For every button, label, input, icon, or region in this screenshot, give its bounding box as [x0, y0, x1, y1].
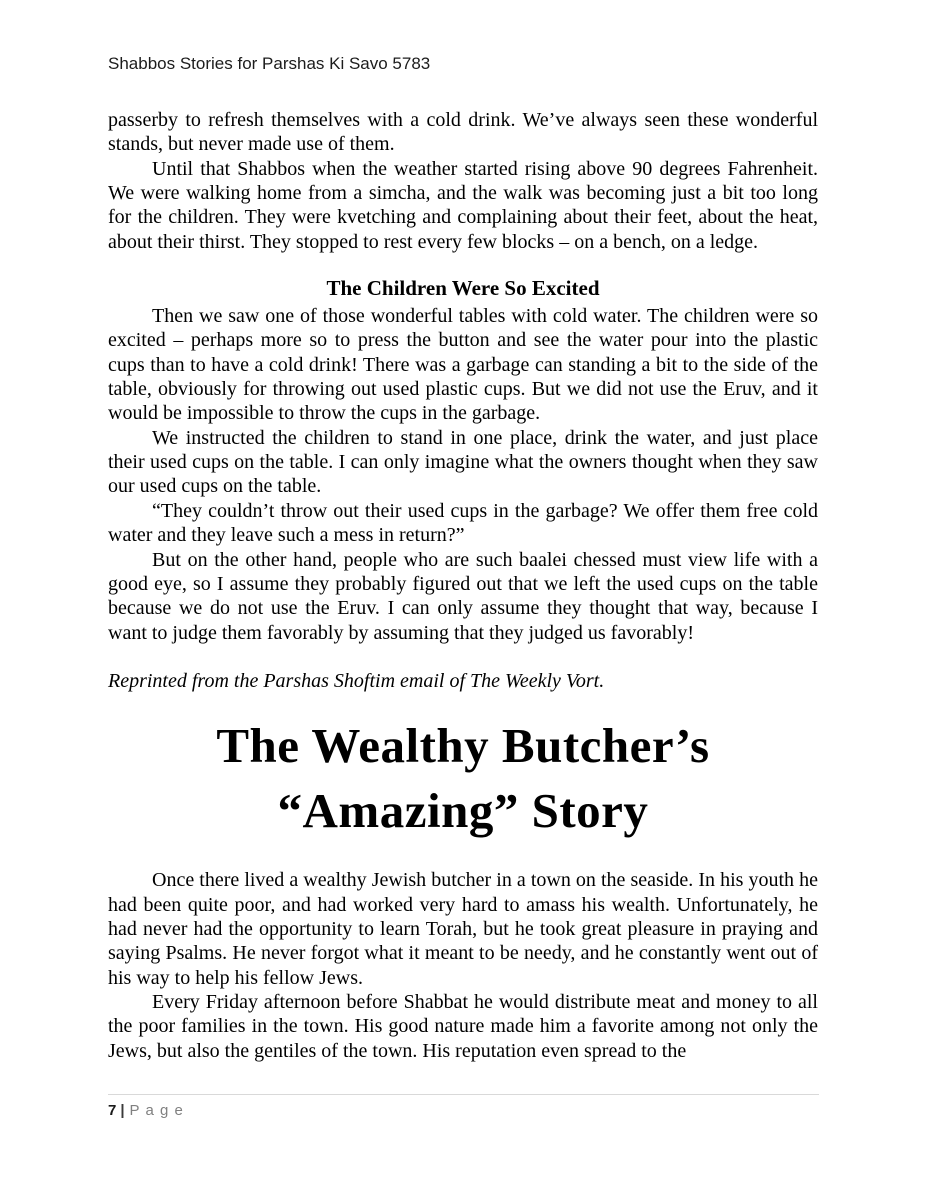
paragraph-but-on-other-hand: But on the other hand, people who are such baalei chessed must view life with a good eye, so I assume they probably figured out that we left the used cups on the table because we do not use the Eruv. I can only assume they thought that way, because I want to judge them favorably by assuming that they judged us favorably! — [108, 548, 818, 644]
paragraph-quote-they-couldnt: “They couldn’t throw out their used cups in the garbage? We offer them free cold water and they leave such a mess in return?” — [108, 499, 818, 547]
paragraph-then-we-saw: Then we saw one of those wonderful tables with cold water. The children were so excited – perhaps more so to press the button and see the water pour into the plastic cups than to have a cold drink! There was a garbage can standing a bit to the side of the table, obviously for throwing out used plastic cups. But we did not use the Eruv, and it would be impossible to throw the cups in the garbage. — [108, 305, 818, 425]
paragraph-once-there-lived: Once there lived a wealthy Jewish butcher in a town on the seaside. In his youth he had been quite poor, and had worked very hard to amass his wealth. Unfortunately, he had never had the opportunity to learn Torah, but he took great pleasure in praying and saying Psalms. He never forgot what it meant to be needy, and he constantly went out of his way to help his fellow Jews. — [108, 869, 818, 989]
paragraph-until-shabbos: Until that Shabbos when the weather started rising above 90 degrees Fahrenheit. We were walking home from a simcha, and the walk was becoming just a bit too long for the children. They were kvetching and complaining about their feet, about the heat, about their thirst. They stopped to rest every few blocks – on a bench, on a ledge. — [108, 157, 818, 253]
page-header — [108, 54, 430, 74]
attribution-line: Reprinted from the Parshas Shoftim email of The Weekly Vort. — [108, 669, 605, 692]
paragraph-every-friday: Every Friday afternoon before Shabbat he would distribute meat and money to all the poor families in the town. His good nature made him a favorite among not only the Jews, but also the gentiles of the town. His reputation even spread to the — [108, 990, 818, 1062]
footer-divider-line — [108, 1094, 819, 1095]
story-title-line-2: “Amazing” Story — [277, 783, 649, 839]
footer-text — [108, 1102, 819, 1120]
story-title — [108, 713, 818, 843]
page-number: 7 — [108, 1102, 117, 1119]
page-footer — [108, 1094, 819, 1120]
story-title-line-1: The Wealthy Butcher’s — [216, 718, 710, 774]
footer-page-label: P a g e — [129, 1102, 184, 1119]
paragraph-we-instructed: We instructed the children to stand in one place, drink the water, and just place their used cups on the table. I can only imagine what the owners thought when they saw our used cups on the table. — [108, 426, 818, 498]
paragraph-continuation: passerby to refresh themselves with a cold drink. We’ve always seen these wonderful stands, but never made use of them. — [108, 109, 818, 156]
document-body — [108, 108, 818, 1063]
section-heading-children-excited: The Children Were So Excited — [326, 276, 600, 301]
header-title: Shabbos Stories for Parshas Ki Savo 5783 — [108, 54, 431, 73]
footer-separator: | — [120, 1102, 125, 1119]
